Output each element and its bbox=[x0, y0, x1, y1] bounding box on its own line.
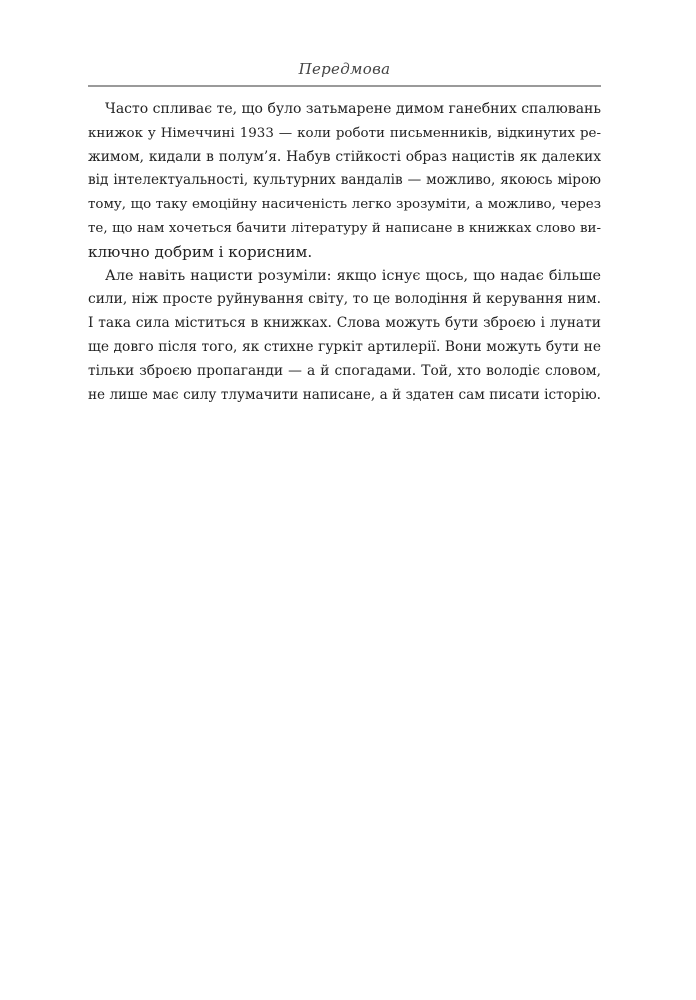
text-line: тому, що таку емоційну насиченість легко зрозуміти, а можливо, через bbox=[88, 197, 601, 213]
paragraph-2 bbox=[88, 265, 601, 408]
text-line: Часто спливає те, що було затьмарене димом ганебних спалювань bbox=[105, 101, 601, 117]
text-line: від інтелектуальності, культурних вандалів — можливо, якоюсь мірою bbox=[88, 172, 601, 189]
body-text bbox=[88, 98, 601, 407]
text-line: жимом, кидали в полум’я. Набув стійкості образ нацистів як далеких bbox=[88, 148, 601, 165]
text-line: не лише має силу тлумачити написане, а й здатен сам писати історію. bbox=[88, 386, 601, 403]
header-rule bbox=[88, 85, 601, 87]
text-line: те, що нам хочеться бачити літературу й написане в книжках слово ви- bbox=[88, 220, 601, 236]
text-line: тільки зброєю пропаганди — а й спогадами. Той, хто володіє словом, bbox=[88, 362, 601, 379]
text-line: ще довго після того, як стихне гуркіт артилерії. Вони можуть бути не bbox=[88, 338, 601, 355]
text-line: Але навіть нацисти розуміли: якщо існує щось, що надає більше bbox=[105, 267, 601, 284]
text-line: ключно добрим і корисним. bbox=[88, 242, 313, 261]
paragraph-1 bbox=[88, 98, 601, 265]
text-line: сили, ніж просте руйнування світу, то це володіння й керування ним. bbox=[88, 291, 601, 308]
text-line: книжок у Німеччині 1933 — коли роботи письменників, відкинутих ре- bbox=[88, 125, 601, 141]
running-head-title: Передмова bbox=[298, 60, 391, 78]
text-line: І така сила міститься в книжках. Слова можуть бути зброєю і лунати bbox=[88, 315, 601, 332]
